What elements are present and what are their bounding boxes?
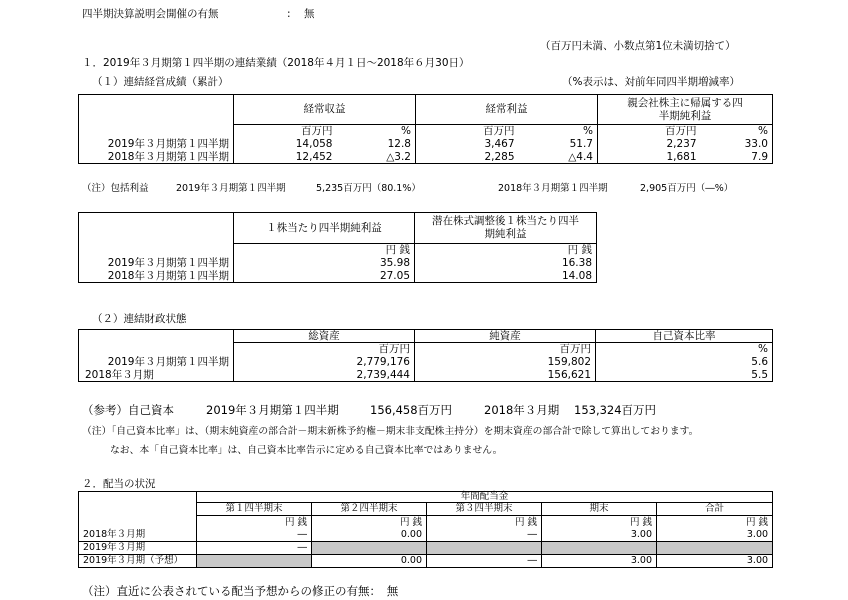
op-header-net-income: 親会社株主に帰属する四半期純利益 — [598, 95, 773, 125]
op-unit: 百万円 — [234, 125, 337, 138]
table-row — [79, 369, 773, 382]
cell-value: 156,621 — [415, 369, 596, 382]
cell-value: 27.05 — [234, 270, 415, 283]
cell-value: 3.00 — [542, 555, 657, 568]
cell-value: 0.00 — [312, 529, 427, 542]
comprehensive-p2-value: 2,905百万円（―%） — [640, 183, 734, 194]
table-row — [79, 555, 773, 568]
div-unit-corner — [79, 516, 197, 529]
fp-unit: 百万円 — [415, 343, 596, 356]
row-label: 2018年３月期 — [79, 529, 197, 542]
cell-value: 14,058 — [234, 138, 337, 151]
cell-value: 12.8 — [337, 138, 416, 151]
ref-equity-p2-value: 153,324百万円 — [574, 403, 657, 417]
unit-note: （百万円未満、小数点第1位未満切捨て） — [540, 40, 736, 52]
eps-header-row — [79, 213, 597, 244]
div-group-row — [79, 492, 773, 503]
fp-header-corner — [79, 330, 234, 356]
dividends-table — [78, 491, 773, 568]
op-unit: % — [337, 125, 416, 138]
eps-header-diluted: 潜在株式調整後１株当たり四半期純利益 — [415, 213, 597, 244]
div-unit: 円 銭 — [197, 516, 312, 529]
ref-equity-p1-value: 156,458百万円 — [370, 403, 453, 417]
div-group-header: 年間配当金 — [197, 492, 773, 503]
div-unit: 円 銭 — [312, 516, 427, 529]
eps-header-basic: １株当たり四半期純利益 — [234, 213, 415, 244]
row-label: 2018年３月期第１四半期 — [79, 270, 234, 283]
table-row — [79, 542, 773, 555]
financial-position-title: （２）連結財政状態 — [92, 313, 187, 325]
cell-value: 3.00 — [657, 555, 773, 568]
cell-value: 16.38 — [415, 257, 597, 270]
row-label: 2019年３月期第１四半期 — [79, 356, 234, 369]
op-results-note: （%表示は、対前年同四半期増減率） — [562, 76, 740, 88]
cell-value: △3.2 — [337, 151, 416, 164]
cell-value: 12,452 — [234, 151, 337, 164]
ref-equity-label: （参考）自己資本 — [82, 403, 174, 417]
fp-unit: 百万円 — [234, 343, 415, 356]
op-header-ordinary-profit: 経常利益 — [416, 95, 598, 125]
cell-value: 33.0 — [701, 138, 773, 151]
cell-value: 3.00 — [657, 529, 773, 542]
eps-unit: 円 銭 — [234, 244, 415, 257]
cell-value: 3,467 — [416, 138, 519, 151]
div-header-q1: 第１四半期末 — [197, 503, 312, 516]
briefing-label: 四半期決算説明会開催の有無 — [82, 8, 219, 20]
fp-unit: % — [596, 343, 773, 356]
div-unit: 円 銭 — [542, 516, 657, 529]
op-header-corner — [79, 95, 234, 138]
op-unit: % — [701, 125, 773, 138]
table-row — [79, 270, 597, 283]
op-results-title: （１）連結経営成績（累計） — [92, 76, 229, 88]
cell-value: 0.00 — [312, 555, 427, 568]
cell-value — [312, 542, 427, 555]
op-results-table — [78, 94, 773, 164]
cell-value: 51.7 — [519, 138, 598, 151]
cell-value: △4.4 — [519, 151, 598, 164]
op-unit: 百万円 — [416, 125, 519, 138]
cell-value — [657, 542, 773, 555]
row-label: 2019年３月期 — [79, 542, 197, 555]
fp-header-total-assets: 総資産 — [234, 330, 415, 343]
cell-value: 2,285 — [416, 151, 519, 164]
cell-value: 5.6 — [596, 356, 773, 369]
cell-value: 159,802 — [415, 356, 596, 369]
comprehensive-p2-label: 2018年３月期第１四半期 — [498, 183, 608, 194]
div-header-total: 合計 — [657, 503, 773, 516]
equity-ratio-note-2: なお、本「自己資本比率」は、自己資本比率告示に定める自己資本比率ではありません。 — [110, 445, 503, 456]
div-unit-row — [79, 516, 773, 529]
comprehensive-p1-value: 5,235百万円（80.1%） — [316, 183, 421, 194]
op-header-row — [79, 95, 773, 125]
cell-value: 2,237 — [598, 138, 701, 151]
briefing-colon: : — [287, 8, 291, 20]
div-unit: 円 銭 — [657, 516, 773, 529]
dividend-revision-note: （注）直近に公表されている配当予想からの修正の有無： 無 — [82, 584, 399, 598]
fp-header-equity-ratio: 自己資本比率 — [596, 330, 773, 343]
cell-value: ― — [427, 529, 542, 542]
row-label: 2018年３月期 — [79, 369, 234, 382]
eps-unit: 円 銭 — [415, 244, 597, 257]
eps-header-corner — [79, 213, 234, 257]
row-label: 2019年３月期第１四半期 — [79, 257, 234, 270]
cell-value: ― — [427, 555, 542, 568]
row-label: 2018年３月期第１四半期 — [79, 151, 234, 164]
cell-value: 2,779,176 — [234, 356, 415, 369]
cell-value: 5.5 — [596, 369, 773, 382]
op-header-ordinary-revenue: 経常収益 — [234, 95, 416, 125]
ref-equity-p1-label: 2019年３月期第１四半期 — [206, 403, 339, 417]
table-row — [79, 529, 773, 542]
cell-value: 14.08 — [415, 270, 597, 283]
div-header-q2: 第２四半期末 — [312, 503, 427, 516]
briefing-value: 無 — [304, 8, 315, 20]
table-row — [79, 151, 773, 164]
cell-value: 35.98 — [234, 257, 415, 270]
table-row — [79, 257, 597, 270]
eps-table — [78, 212, 597, 283]
comprehensive-p1-label: 2019年３月期第１四半期 — [176, 183, 286, 194]
op-unit: % — [519, 125, 598, 138]
row-label: 2019年３月期第１四半期 — [79, 138, 234, 151]
comprehensive-label: （注）包括利益 — [82, 183, 149, 194]
cell-value: 3.00 — [542, 529, 657, 542]
table-row — [79, 356, 773, 369]
cell-value: 2,739,444 — [234, 369, 415, 382]
cell-value — [542, 542, 657, 555]
div-header-q3: 第３四半期末 — [427, 503, 542, 516]
ref-equity-p2-label: 2018年３月期 — [484, 403, 560, 417]
cell-value: ― — [197, 529, 312, 542]
div-header-corner — [79, 492, 197, 516]
op-unit: 百万円 — [598, 125, 701, 138]
cell-value: 1,681 — [598, 151, 701, 164]
cell-value: ― — [197, 542, 312, 555]
section1-title: １．2019年３月期第１四半期の連結業績（2018年４月１日～2018年６月30日） — [82, 57, 470, 69]
fp-header-row — [79, 330, 773, 343]
cell-value — [197, 555, 312, 568]
dividends-title: ２．配当の状況 — [82, 478, 156, 490]
table-row — [79, 138, 773, 151]
cell-value: 7.9 — [701, 151, 773, 164]
equity-ratio-note: （注）「自己資本比率」は、（期末純資産の部合計－期末新株予約権－期末非支配株主持分）を期末資産の部合計で除して算出しております。 — [82, 426, 699, 437]
div-header-year-end: 期末 — [542, 503, 657, 516]
row-label: 2019年３月期（予想） — [79, 555, 197, 568]
cell-value — [427, 542, 542, 555]
financial-position-table — [78, 329, 773, 382]
fp-header-net-assets: 純資産 — [415, 330, 596, 343]
div-unit: 円 銭 — [427, 516, 542, 529]
